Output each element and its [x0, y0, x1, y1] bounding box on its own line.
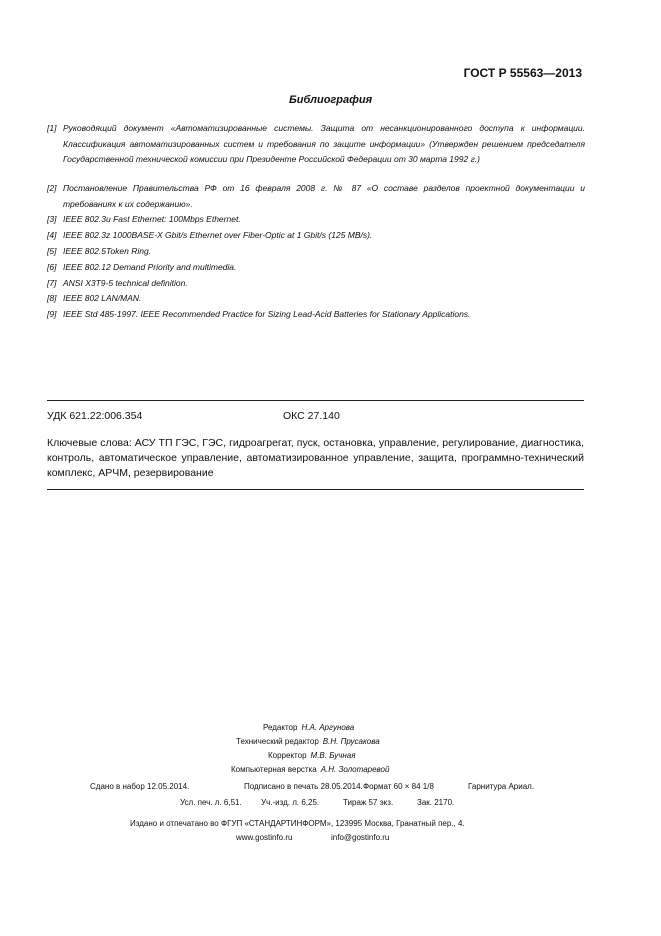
bibliography-item [47, 260, 585, 276]
imprint-format-prefix: Формат 60 × 84 [363, 782, 421, 791]
bibliography-item-text: ANSI X3T9-5 technical definition. [63, 278, 188, 288]
bibliography-item [47, 276, 585, 292]
udk-code: УДК 621.22:006.354 [47, 410, 143, 422]
credit-name: М.В. Бучная [310, 751, 356, 760]
bibliography-item-number: [4] [47, 230, 57, 240]
imprint-print-sheets: Усл. печ. л. 6,51. [180, 798, 242, 807]
imprint-format-fraction: 1/8 [422, 782, 434, 791]
credit-tech-editor [236, 737, 380, 746]
divider-bottom [47, 489, 584, 490]
bibliography-item-number: [6] [47, 262, 57, 272]
bibliography-item-text: IEEE 802.3z 1000BASE-X Gbit/s Ethernet over Fiber-Optic at 1 Gbit/s (125 MB/s). [63, 230, 373, 240]
bibliography-item-number: [5] [47, 246, 57, 256]
credit-corrector [268, 751, 356, 760]
bibliography-item-text: IEEE 802.12 Demand Priority and multimedia. [63, 262, 237, 272]
bibliography-item-number: [8] [47, 293, 57, 303]
bibliography-item-text: IEEE 802 LAN/MAN. [63, 293, 142, 303]
bibliography-item-text: IEEE 802.5Token Ring. [63, 246, 152, 256]
bibliography-item [47, 121, 585, 168]
bibliography-item-text: IEEE 802.3u Fast Ethernet: 100Mbps Ethernet. [63, 214, 241, 224]
bibliography-item [47, 228, 585, 244]
imprint-run: Тираж 57 экз. [343, 798, 394, 807]
credit-name: А.Н. Золотаревой [320, 765, 390, 774]
imprint-typeface: Гарнитура Ариал. [468, 782, 535, 791]
credit-layout [231, 765, 389, 774]
credit-role: Технический редактор [236, 737, 319, 746]
bibliography-item-number: [1] [47, 123, 57, 133]
imprint-pub-sheets: Уч.-изд. л. 6,25. [261, 798, 320, 807]
bibliography-item [47, 291, 585, 307]
imprint-email: info@gostinfo.ru [331, 833, 390, 842]
imprint-order: Зак. 2170. [417, 798, 455, 807]
bibliography-item-number: [7] [47, 278, 57, 288]
bibliography-item [47, 181, 585, 212]
keywords: Ключевые слова: АСУ ТП ГЭС, ГЭС, гидроагрегат, пуск, остановка, управление, регулирование, диагностика, контроль, автоматическое управление, автоматизированное управление, защита, программно-технический комплекс, АРЧМ, резервирование [47, 437, 584, 479]
bibliography-item-text: IEEE Std 485-1997. IEEE Recommended Practice for Sizing Lead-Acid Batteries for Stationary Applications. [63, 309, 471, 319]
bibliography-item-number: [9] [47, 309, 57, 319]
bibliography-item-number: [3] [47, 214, 57, 224]
divider-top [47, 400, 584, 401]
credit-role: Редактор [263, 723, 298, 732]
bibliography-item [47, 212, 585, 228]
bibliography-item [47, 244, 585, 260]
oks-code: ОКС 27.140 [283, 410, 340, 422]
credit-role: Корректор [268, 751, 307, 760]
imprint-website: www.gostinfo.ru [236, 833, 293, 842]
imprint-format [363, 782, 434, 791]
bibliography-item-text: Постановление Правительства РФ от 16 февраля 2008 г. № 87 «О составе разделов проектной документации и требованиях к их содержанию». [63, 183, 585, 209]
bibliography-item [47, 307, 585, 323]
bibliography-title: Библиография [288, 94, 373, 106]
bibliography-item-text: Руководящий документ «Автоматизированные системы. Защита от несанкционированного доступа к информации. Классификация автоматизированных систем и требования по защите информации» (Утвержден решением председателя Государственной технической комиссии при Президенте Российской Федерации от 30 марта 1992 г.) [63, 123, 585, 164]
bibliography-item-number: [2] [47, 183, 57, 193]
document-code: ГОСТ Р 55563—2013 [463, 66, 582, 80]
imprint-signed: Подписано в печать 28.05.2014. [244, 782, 363, 791]
credit-role: Компьютерная верстка [231, 765, 317, 774]
credit-editor [263, 723, 354, 732]
imprint-sent: Сдано в набор 12.05.2014. [90, 782, 190, 791]
credit-name: В.Н. Прусакова [322, 737, 380, 746]
imprint-publisher: Издано и отпечатано во ФГУП «СТАНДАРТИНФОРМ», 123995 Москва, Гранатный пер., 4. [130, 819, 465, 828]
credit-name: Н.А. Аргунова [301, 723, 355, 732]
